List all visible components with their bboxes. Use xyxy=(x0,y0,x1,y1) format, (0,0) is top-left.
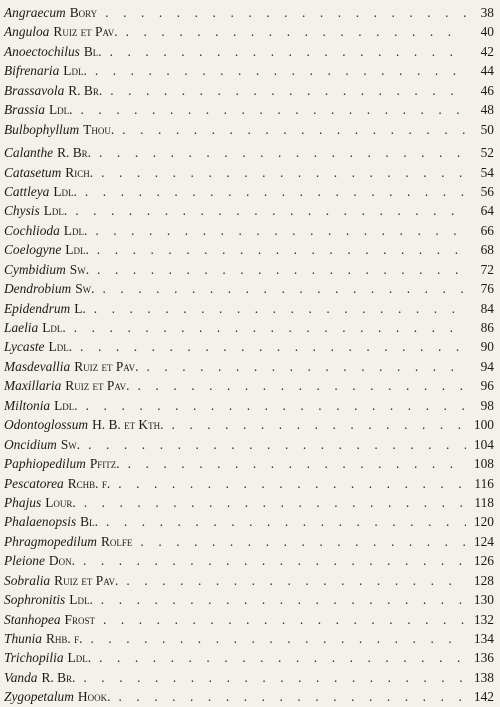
index-entry xyxy=(4,3,494,22)
author-abbreviation: Ruiz et Pav. xyxy=(74,358,139,374)
genus-name: Angraecum xyxy=(4,5,66,20)
index-entry xyxy=(4,182,494,201)
genus-name: Anoectochilus xyxy=(4,43,80,59)
author-abbreviation: Sw. xyxy=(60,436,81,452)
author-abbreviation: Ldl. xyxy=(54,397,78,413)
author-abbreviation: Ldl. xyxy=(48,102,73,118)
index-entry xyxy=(4,648,494,667)
author-abbreviation: Ldl. xyxy=(67,650,92,666)
page-number: 86 xyxy=(480,320,494,335)
genus-name: Anguloa xyxy=(4,24,50,40)
author-abbreviation: Ruiz et Pav. xyxy=(65,378,130,394)
genus-name: Dendrobium xyxy=(4,281,72,297)
index-entry xyxy=(4,100,494,119)
page-number: 126 xyxy=(473,553,494,569)
index-entry xyxy=(4,120,494,139)
index-entry xyxy=(4,221,494,240)
dot-leader xyxy=(106,512,466,531)
author-abbreviation: Rolfe xyxy=(100,533,133,549)
dot-leader xyxy=(103,279,467,298)
page-number: 56 xyxy=(480,183,494,199)
genus-name: Thunia xyxy=(4,631,42,646)
dot-leader xyxy=(90,629,466,648)
genus-name: Paphiopedilum xyxy=(4,456,86,472)
page-number: 46 xyxy=(480,82,494,98)
page-number: 76 xyxy=(480,281,494,297)
author-abbreviation: Hook. xyxy=(77,689,111,705)
page-number: 48 xyxy=(480,102,494,118)
author-abbreviation: Ldl. xyxy=(42,320,66,335)
genus-name: Maxillaria xyxy=(4,378,62,394)
page-number: 118 xyxy=(474,494,494,510)
genus-name: Phajus xyxy=(4,494,42,510)
page-number: 66 xyxy=(480,222,494,238)
dot-leader xyxy=(75,201,466,220)
dot-leader xyxy=(101,590,466,609)
author-abbreviation: Frost xyxy=(64,611,95,627)
page-number: 142 xyxy=(473,689,494,705)
genus-name: Brassavola xyxy=(4,82,65,98)
index-entry xyxy=(4,474,494,493)
dot-leader xyxy=(83,551,466,570)
author-abbreviation: Bl. xyxy=(80,514,98,530)
dot-leader xyxy=(74,318,466,337)
page-number: 38 xyxy=(480,5,494,20)
index-list xyxy=(4,3,494,707)
index-entry xyxy=(4,532,494,551)
page-number: 94 xyxy=(480,358,494,374)
index-entry xyxy=(4,337,494,356)
dot-leader xyxy=(103,610,466,629)
genus-name: Bulbophyllum xyxy=(4,121,80,137)
genus-name: Phragmopedilum xyxy=(4,533,97,549)
page-number: 52 xyxy=(480,145,494,161)
dot-leader xyxy=(101,163,466,182)
genus-name: Laelia xyxy=(4,320,39,335)
author-abbreviation: Sw. xyxy=(75,281,95,297)
index-entry xyxy=(4,512,494,531)
author-abbreviation: Rich. xyxy=(65,164,94,180)
dot-leader xyxy=(80,337,466,356)
genus-name: Cymbidium xyxy=(4,261,66,277)
author-abbreviation: Lour. xyxy=(45,494,76,510)
index-entry xyxy=(4,279,494,298)
genus-name: Stanhopea xyxy=(4,611,61,627)
page-number: 42 xyxy=(480,43,494,59)
author-abbreviation: R. Br. xyxy=(68,82,103,98)
index-entry xyxy=(4,629,494,648)
dot-leader xyxy=(146,357,466,376)
author-abbreviation: Don. xyxy=(48,553,75,569)
dot-leader xyxy=(110,81,466,100)
index-entry xyxy=(4,493,494,512)
index-entry xyxy=(4,435,494,454)
author-abbreviation: Bl. xyxy=(83,43,102,59)
dot-leader xyxy=(95,221,466,240)
dot-leader xyxy=(110,42,466,61)
page-number: 64 xyxy=(480,203,494,219)
dot-leader xyxy=(86,396,466,415)
author-abbreviation: Rchb. f. xyxy=(67,475,111,491)
dot-leader xyxy=(118,687,466,706)
genus-name: Coelogyne xyxy=(4,242,62,258)
dot-leader xyxy=(88,435,466,454)
genus-name: Cochlioda xyxy=(4,222,60,238)
page-number: 54 xyxy=(480,164,494,180)
dot-leader xyxy=(122,120,466,139)
dot-leader xyxy=(83,668,466,687)
page-number: 128 xyxy=(473,572,494,588)
genus-name: Pleione xyxy=(4,553,45,569)
author-abbreviation: Ldl. xyxy=(53,183,77,199)
genus-name: Sobralia xyxy=(4,572,51,588)
dot-leader xyxy=(97,260,466,279)
page-number: 136 xyxy=(473,650,494,666)
page-number: 138 xyxy=(473,669,494,685)
genus-name: Pescatorea xyxy=(4,475,64,491)
index-entry xyxy=(4,454,494,473)
genus-name: Epidendrum xyxy=(4,300,71,316)
index-entry xyxy=(4,260,494,279)
dot-leader xyxy=(118,474,466,493)
author-abbreviation: R. Br. xyxy=(41,669,76,685)
genus-name: Sophronitis xyxy=(4,592,66,608)
genus-name: Odontoglossum xyxy=(4,417,89,433)
index-entry xyxy=(4,668,494,687)
page-number: 100 xyxy=(473,417,494,433)
index-entry xyxy=(4,81,494,100)
genus-name: Calanthe xyxy=(4,145,54,161)
dot-leader xyxy=(84,493,466,512)
page-number: 104 xyxy=(473,436,494,452)
author-abbreviation: Ldl. xyxy=(43,203,68,219)
index-entry xyxy=(4,61,494,80)
author-abbreviation: H. B. et Kth. xyxy=(92,417,164,433)
page-number: 40 xyxy=(480,24,494,40)
page-number: 84 xyxy=(480,300,494,316)
index-entry xyxy=(4,396,494,415)
page-number: 120 xyxy=(473,514,494,530)
genus-name: Miltonia xyxy=(4,397,51,413)
page-number: 130 xyxy=(473,592,494,608)
index-entry xyxy=(4,42,494,61)
dot-leader xyxy=(95,61,466,80)
page-number: 116 xyxy=(474,475,494,491)
page-number: 68 xyxy=(480,242,494,258)
index-entry xyxy=(4,240,494,259)
index-entry xyxy=(4,376,494,395)
author-abbreviation: Pfitz. xyxy=(89,456,120,472)
genus-name: Zygopetalum xyxy=(4,689,74,705)
dot-leader xyxy=(105,3,466,22)
dot-leader xyxy=(99,143,466,162)
genus-name: Brassia xyxy=(4,102,45,118)
page-number: 44 xyxy=(480,63,494,79)
dot-leader xyxy=(138,376,466,395)
author-abbreviation: R. Br. xyxy=(57,145,92,161)
author-abbreviation: Ruiz et Pav. xyxy=(54,572,119,588)
index-entry xyxy=(4,318,494,337)
page-number: 72 xyxy=(480,261,494,277)
author-abbreviation: Sw. xyxy=(69,261,90,277)
author-abbreviation: Rhb. f. xyxy=(45,631,83,646)
dot-leader xyxy=(94,299,466,318)
index-entry xyxy=(4,687,494,706)
dot-leader xyxy=(126,571,466,590)
page-number: 108 xyxy=(473,456,494,472)
dot-leader xyxy=(171,415,466,434)
page-number: 132 xyxy=(473,611,494,627)
index-entry xyxy=(4,143,494,162)
author-abbreviation: Bory xyxy=(69,5,98,20)
genus-name: Cattleya xyxy=(4,183,50,199)
page-number: 50 xyxy=(480,121,494,137)
index-entry xyxy=(4,571,494,590)
genus-name: Masdevallia xyxy=(4,358,71,374)
index-entry xyxy=(4,357,494,376)
genus-name: Bifrenaria xyxy=(4,63,60,79)
author-abbreviation: Ldl. xyxy=(63,63,87,79)
genus-name: Vanda xyxy=(4,669,38,685)
genus-name: Lycaste xyxy=(4,339,45,355)
index-entry xyxy=(4,163,494,182)
index-entry xyxy=(4,22,494,41)
dot-leader xyxy=(99,648,466,667)
author-abbreviation: Ldl. xyxy=(69,592,93,608)
index-entry xyxy=(4,299,494,318)
index-entry xyxy=(4,610,494,629)
dot-leader xyxy=(140,532,466,551)
dot-leader xyxy=(85,182,466,201)
index-entry xyxy=(4,590,494,609)
dot-leader xyxy=(128,454,466,473)
author-abbreviation: L. xyxy=(74,300,86,316)
genus-name: Phalaenopsis xyxy=(4,514,77,530)
author-abbreviation: Ruiz et Pav. xyxy=(53,24,118,40)
genus-name: Oncidium xyxy=(4,436,57,452)
page-number: 98 xyxy=(480,397,494,413)
index-entry xyxy=(4,551,494,570)
genus-name: Catasetum xyxy=(4,164,62,180)
author-abbreviation: Ldl. xyxy=(63,222,88,238)
author-abbreviation: Thou. xyxy=(83,121,115,137)
index-entry xyxy=(4,415,494,434)
page-number: 124 xyxy=(473,533,494,549)
dot-leader xyxy=(126,22,466,41)
dot-leader xyxy=(80,100,466,119)
genus-name: Chysis xyxy=(4,203,40,219)
page-number: 96 xyxy=(480,378,494,394)
dot-leader xyxy=(97,240,466,259)
genus-name: Trichopilia xyxy=(4,650,64,666)
author-abbreviation: Ldl. xyxy=(65,242,89,258)
author-abbreviation: Ldl. xyxy=(48,339,73,355)
page-number: 134 xyxy=(473,631,494,646)
index-entry xyxy=(4,201,494,220)
page-number: 90 xyxy=(480,339,494,355)
